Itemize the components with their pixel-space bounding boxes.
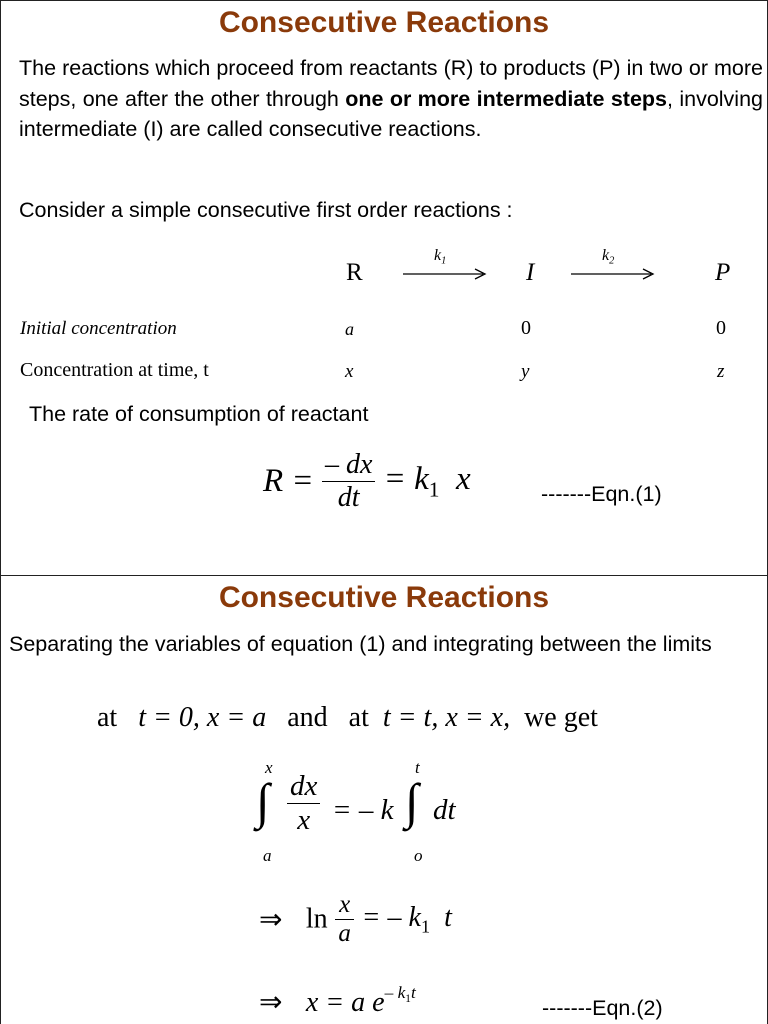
step-2-fraction: $\frac{x}{a}$: [335, 891, 354, 948]
integral-1-lower: a: [263, 846, 272, 865]
row-label-time: Concentration at time, t: [20, 359, 209, 381]
integral-1-upper: x: [265, 758, 273, 777]
step-2-rhs: = – $k_1$ t: [361, 901, 452, 937]
limits-line: [97, 702, 598, 734]
slide-2: [0, 575, 768, 1024]
eq1-lhs: R =: [263, 463, 314, 499]
limits-at-2: at: [348, 702, 369, 733]
separating-text: Separating the variables of equation (1) and integrating between the limits: [9, 632, 712, 656]
implies-arrow-icon: ⇒: [259, 904, 283, 936]
limits-and: and: [287, 702, 328, 733]
slide-title: Consecutive Reactions: [218, 6, 550, 39]
cell-initial-r: a: [345, 319, 354, 339]
step-3-equation: [259, 983, 416, 1019]
rate-constant-k2: $k_2$: [602, 247, 615, 267]
species-p: P: [715, 259, 731, 286]
intro-text-2: , involving intermediate (I) are called consecutive reactions.: [19, 86, 763, 141]
integral-2-upper: t: [415, 758, 420, 777]
eq1-label: -------Eqn.(1): [541, 482, 662, 506]
intro-paragraph: [19, 53, 763, 145]
reaction-arrow-1: [403, 267, 489, 281]
slide-title: Consecutive Reactions: [218, 581, 550, 614]
step-3-lhs: x = a e: [305, 987, 385, 1019]
limits-we-get: we get: [524, 702, 598, 733]
intro-text-1: The reactions which proceed from reactants (R) to products (P) in two or more steps, one after the other through: [19, 56, 763, 111]
limits-at-1: at: [97, 702, 118, 733]
integral-middle: = – k: [332, 794, 394, 826]
rate-text: The rate of consumption of reactant: [29, 402, 369, 426]
step-2-equation: [259, 891, 452, 948]
integral-integrand: dt: [433, 794, 456, 826]
cell-initial-i: 0: [521, 317, 531, 339]
intro-bold: one or more intermediate steps: [345, 86, 667, 111]
ln-text: ln: [305, 903, 328, 935]
cell-time-p: z: [717, 361, 725, 382]
cell-initial-p: 0: [716, 317, 726, 339]
limits-cond-1: t = 0, x = a: [138, 702, 267, 733]
cell-time-i: y: [521, 361, 530, 382]
implies-arrow-icon: ⇒: [259, 987, 283, 1019]
eq1-fraction: $\frac{- dx}{dt}$: [322, 449, 375, 514]
species-r: R: [346, 259, 363, 286]
step-3-exponent: – k1t: [384, 983, 416, 1005]
integral-1-icon: ∫: [256, 773, 270, 829]
eq1-rhs: = $k_1$ x: [383, 460, 471, 502]
reaction-arrow-2: [571, 267, 657, 281]
rate-constant-k1: $k_1$: [434, 247, 447, 267]
species-i: I: [526, 259, 535, 286]
row-label-initial: Initial concentration: [20, 318, 177, 339]
eq2-label: -------Eqn.(2): [542, 996, 663, 1020]
integral-2-icon: ∫: [405, 773, 419, 829]
integral-2-lower: o: [414, 846, 423, 865]
consider-text: Consider a simple consecutive first order reactions :: [19, 198, 513, 222]
cell-time-r: x: [345, 361, 354, 382]
integral-fraction: $\frac{dx}{x}$: [287, 770, 320, 837]
limits-cond-2: t = t, x = x,: [382, 702, 511, 733]
equation-1: [263, 449, 471, 514]
